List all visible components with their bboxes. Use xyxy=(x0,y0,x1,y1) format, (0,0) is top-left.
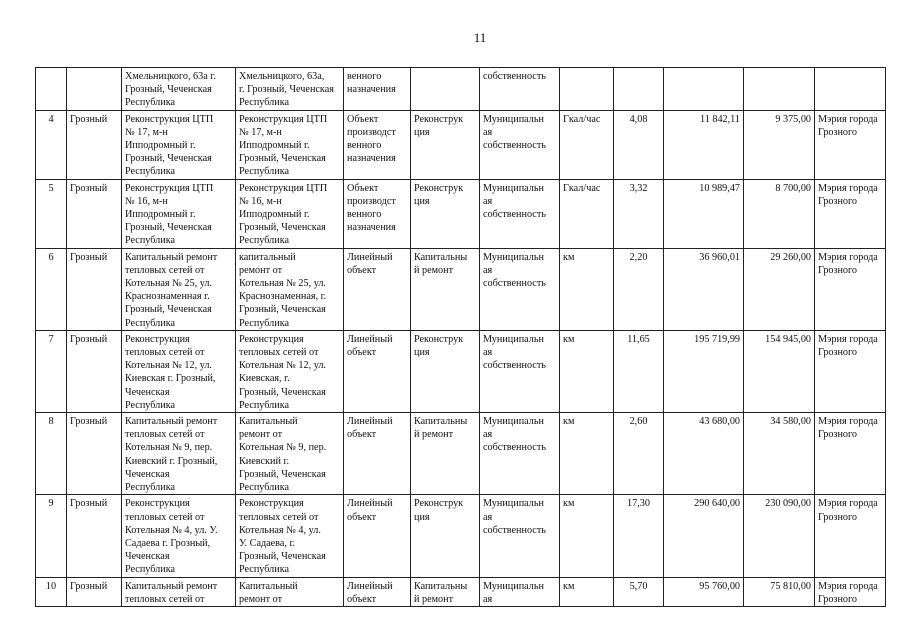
cell-title: Реконструкция тепловых сетей от Котельная № 4, ул. У. Садаева г. Грозный, Чеченская Республика xyxy=(122,495,236,577)
cell-number xyxy=(36,68,67,111)
cell-cost-part: 9 375,00 xyxy=(744,110,815,179)
cell-ownership: Муниципальн ая собственность xyxy=(480,413,560,495)
cell-cost-total: 195 719,99 xyxy=(664,330,744,412)
cell-number: 8 xyxy=(36,413,67,495)
cell-number: 7 xyxy=(36,330,67,412)
cell-number: 5 xyxy=(36,179,67,248)
cell-cost-total: 10 989,47 xyxy=(664,179,744,248)
cell-quantity: 17,30 xyxy=(614,495,664,577)
cell-unit: км xyxy=(560,495,614,577)
cell-quantity: 11,65 xyxy=(614,330,664,412)
cell-object-type: Объект производст венного назначения xyxy=(344,110,411,179)
table-row xyxy=(36,577,886,606)
cell-title: Реконструкция тепловых сетей от Котельная № 12, ул. Киевская г. Грозный, Чеченская Республика xyxy=(122,330,236,412)
cell-work-type: Реконструк ция xyxy=(411,110,480,179)
table-row xyxy=(36,110,886,179)
cell-ownership: Муниципальн ая собственность xyxy=(480,179,560,248)
cell-customer: Мэрия города Грозного xyxy=(815,330,886,412)
cell-unit: Гкал/час xyxy=(560,179,614,248)
cell-object-type: Линейный объект xyxy=(344,577,411,606)
cell-number: 6 xyxy=(36,248,67,330)
cell-ownership: Муниципальн ая собственность xyxy=(480,330,560,412)
cell-number: 10 xyxy=(36,577,67,606)
table-row xyxy=(36,413,886,495)
cell-title: Реконструкция ЦТП № 17, м-н Ипподромный г. Грозный, Чеченская Республика xyxy=(122,110,236,179)
page-number: 11 xyxy=(473,30,487,45)
cell-address: Реконструкция тепловых сетей от Котельная № 4, ул. У. Садаева, г. Грозный, Чеченская Республика xyxy=(236,495,344,577)
cell-address: Капитальный ремонт от xyxy=(236,577,344,606)
cell-unit: Гкал/час xyxy=(560,110,614,179)
cell-title: Капитальный ремонт тепловых сетей от xyxy=(122,577,236,606)
cell-city: Грозный xyxy=(67,413,122,495)
cell-address: Реконструкция ЦТП № 17, м-н Ипподромный г. Грозный, Чеченская Республика xyxy=(236,110,344,179)
cell-unit: км xyxy=(560,413,614,495)
cell-quantity: 2,20 xyxy=(614,248,664,330)
cell-unit xyxy=(560,68,614,111)
cell-cost-total: 43 680,00 xyxy=(664,413,744,495)
cell-city: Грозный xyxy=(67,179,122,248)
table-row xyxy=(36,68,886,111)
cell-address: Капитальный ремонт от Котельная № 9, пер. Киевский г. Грозный, Чеченская Республика xyxy=(236,413,344,495)
cell-ownership: Муниципальн ая собственность xyxy=(480,110,560,179)
cell-work-type: Капитальны й ремонт xyxy=(411,248,480,330)
cell-city: Грозный xyxy=(67,577,122,606)
cell-cost-part: 34 580,00 xyxy=(744,413,815,495)
cell-work-type: Капитальны й ремонт xyxy=(411,413,480,495)
cell-city: Грозный xyxy=(67,495,122,577)
cell-cost-total: 11 842,11 xyxy=(664,110,744,179)
cell-city xyxy=(67,68,122,111)
cell-customer: Мэрия города Грозного xyxy=(815,110,886,179)
cell-number: 9 xyxy=(36,495,67,577)
cell-cost-part: 154 945,00 xyxy=(744,330,815,412)
cell-ownership: Муниципальн ая собственность xyxy=(480,248,560,330)
table-row xyxy=(36,179,886,248)
cell-work-type: Реконструк ция xyxy=(411,330,480,412)
cell-city: Грозный xyxy=(67,248,122,330)
cell-work-type: Капитальны й ремонт xyxy=(411,577,480,606)
cell-address: Хмельницкого, 63а, г. Грозный, Чеченская Республика xyxy=(236,68,344,111)
cell-cost-total xyxy=(664,68,744,111)
cell-quantity: 5,70 xyxy=(614,577,664,606)
cell-number: 4 xyxy=(36,110,67,179)
cell-work-type: Реконструк ция xyxy=(411,495,480,577)
cell-city: Грозный xyxy=(67,330,122,412)
cell-work-type: Реконструк ция xyxy=(411,179,480,248)
cell-customer: Мэрия города Грозного xyxy=(815,577,886,606)
cell-customer: Мэрия города Грозного xyxy=(815,413,886,495)
cell-unit: км xyxy=(560,330,614,412)
cell-cost-total: 95 760,00 xyxy=(664,577,744,606)
cell-object-type: Линейный объект xyxy=(344,495,411,577)
cell-quantity: 2,60 xyxy=(614,413,664,495)
cell-address: Реконструкция ЦТП № 16, м-н Ипподромный г. Грозный, Чеченская Республика xyxy=(236,179,344,248)
cell-customer: Мэрия города Грозного xyxy=(815,248,886,330)
cell-cost-total: 36 960,01 xyxy=(664,248,744,330)
cell-customer xyxy=(815,68,886,111)
cell-title: Хмельницкого, 63а г. Грозный, Чеченская Республика xyxy=(122,68,236,111)
cell-object-type: венного назначения xyxy=(344,68,411,111)
cell-unit: км xyxy=(560,577,614,606)
cell-title: Капитальный ремонт тепловых сетей от Котельная № 25, ул. Краснознаменная г. Грозный, Чеченская Республика xyxy=(122,248,236,330)
cell-cost-part: 230 090,00 xyxy=(744,495,815,577)
table-row xyxy=(36,330,886,412)
cell-object-type: Линейный объект xyxy=(344,330,411,412)
cell-cost-part: 75 810,00 xyxy=(744,577,815,606)
cell-address: Реконструкция тепловых сетей от Котельная № 12, ул. Киевская, г. Грозный, Чеченская Республика xyxy=(236,330,344,412)
cell-cost-part: 29 260,00 xyxy=(744,248,815,330)
cell-work-type xyxy=(411,68,480,111)
cell-address: капитальный ремонт от Котельная № 25, ул. Краснознаменная, г. Грозный, Чеченская Республика xyxy=(236,248,344,330)
projects-table xyxy=(35,67,886,607)
cell-quantity: 4,08 xyxy=(614,110,664,179)
cell-object-type: Линейный объект xyxy=(344,413,411,495)
cell-cost-total: 290 640,00 xyxy=(664,495,744,577)
cell-object-type: Линейный объект xyxy=(344,248,411,330)
cell-ownership: собственность xyxy=(480,68,560,111)
cell-ownership: Муниципальн ая xyxy=(480,577,560,606)
cell-cost-part: 8 700,00 xyxy=(744,179,815,248)
cell-quantity xyxy=(614,68,664,111)
cell-quantity: 3,32 xyxy=(614,179,664,248)
cell-title: Капитальный ремонт тепловых сетей от Котельная № 9, пер. Киевский г. Грозный, Чеченская Республика xyxy=(122,413,236,495)
cell-customer: Мэрия города Грозного xyxy=(815,495,886,577)
cell-title: Реконструкция ЦТП № 16, м-н Ипподромный г. Грозный, Чеченская Республика xyxy=(122,179,236,248)
cell-city: Грозный xyxy=(67,110,122,179)
cell-cost-part xyxy=(744,68,815,111)
table-row xyxy=(36,248,886,330)
cell-customer: Мэрия города Грозного xyxy=(815,179,886,248)
cell-unit: км xyxy=(560,248,614,330)
table-row xyxy=(36,495,886,577)
cell-object-type: Объект производст венного назначения xyxy=(344,179,411,248)
cell-ownership: Муниципальн ая собственность xyxy=(480,495,560,577)
